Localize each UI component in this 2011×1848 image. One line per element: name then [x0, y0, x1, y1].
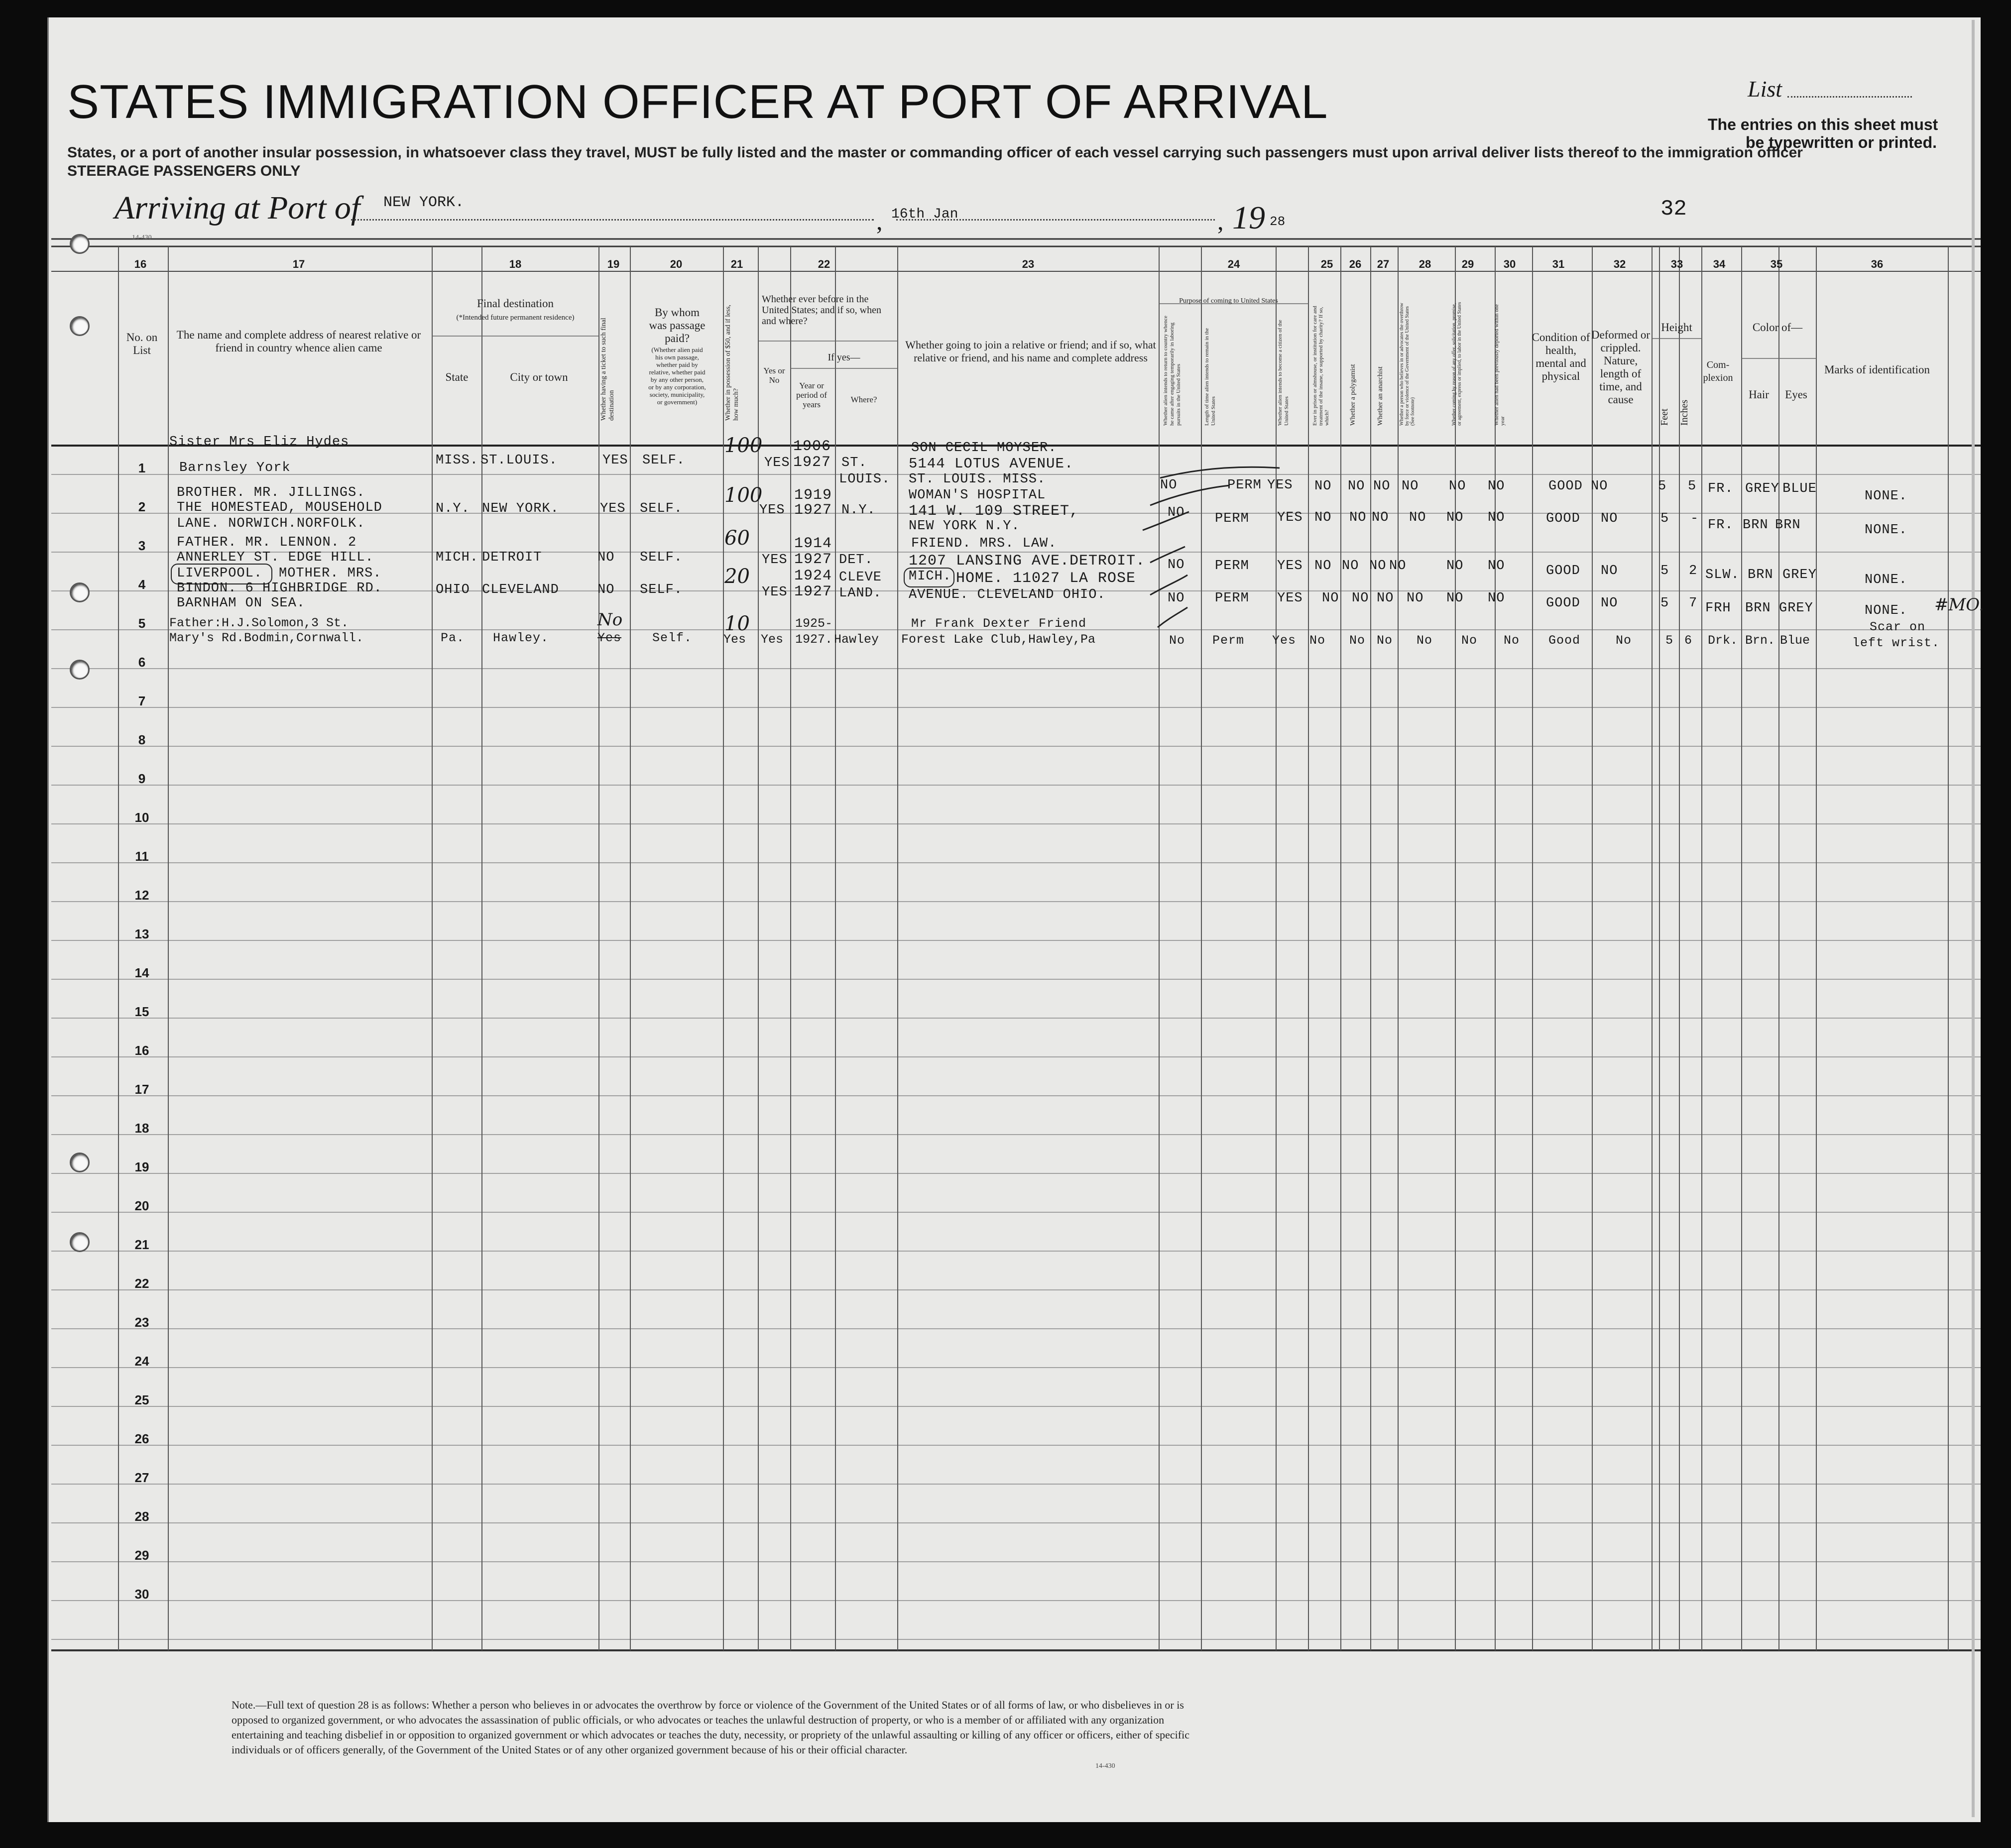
entry-2-anarchist: NO — [1372, 510, 1389, 525]
entry-4-inches: 7 — [1689, 596, 1698, 611]
entry-3-feet: 5 — [1660, 564, 1669, 578]
entry-3-where: DET. — [839, 553, 873, 568]
entry-2-relative-line-1: BROTHER. MR. JILLINGS. — [177, 485, 365, 500]
footnote-question-28: Note.—Full text of question 28 is as follows: Whether a person who believes in or advocates the overthrow by force or violence of the Government of the United States or of all forms of law, or who disbelieves in or is opposed to organized government, or who advocates the assassination of public officials, or who advocates or teaches the unlawful destruction of property, or who is a member of or affiliated with any organization entertaining and teaching disbelief in or opposition to organized government or which advocates or teaches the duty, necessity, or propriety of the unlawful assaulting or killing of any officer or officers, either of specific individuals or of officers generally, of the Government of the United States or of any other organized government because of his or their official character. — [232, 1699, 1190, 1756]
header-hair: Hair — [1749, 388, 1769, 401]
col-number: 33 — [1670, 258, 1683, 270]
header-ticket: Whether having a ticket to such final destination — [600, 318, 615, 421]
header-passage-paid: By whom was passage paid? — [649, 306, 706, 345]
entry-4-prison: NO — [1322, 591, 1339, 606]
entry-3-anarchist: NO — [1369, 559, 1387, 574]
port-value: NEW YORK. — [383, 194, 465, 211]
entry-5-join-2: Forest Lake Club,Hawley,Pa — [901, 632, 1096, 647]
entry-4-years-2: 1927 — [794, 583, 832, 600]
entry-2-state: N.Y. — [436, 501, 470, 516]
entry-4-complexion: FRH — [1705, 601, 1731, 616]
col-number: 16 — [134, 258, 147, 270]
col-number: 30 — [1503, 258, 1516, 270]
row-number: 26 — [134, 1431, 149, 1446]
entry-1-citizen: YES — [1267, 478, 1293, 493]
entry-1-join-1: SON CECIL MOYSER. — [911, 441, 1057, 456]
entry-5-marks-2: left wrist. — [1852, 636, 1940, 650]
entry-3-passage-paid: SELF. — [640, 550, 683, 565]
col-number: 22 — [818, 258, 830, 270]
entry-3-prison: NO — [1314, 559, 1332, 574]
col-number: 21 — [730, 258, 743, 270]
form-code-bottom: 14-430 — [1095, 1762, 1115, 1770]
entry-3-join-3: MICH. — [909, 569, 952, 584]
entry-1-overthrow: NO — [1402, 479, 1419, 494]
row-number: 17 — [134, 1082, 149, 1097]
entry-5-ticket: Yes — [597, 631, 622, 645]
entry-5-feet: 5 — [1665, 633, 1674, 648]
entry-1-polygamist: NO — [1348, 479, 1365, 494]
entry-1-prison: NO — [1314, 479, 1332, 494]
entry-2-feet: 5 — [1660, 511, 1669, 526]
entry-2-join-3: NEW YORK N.Y. — [909, 519, 1020, 534]
date-value: 16th Jan — [891, 207, 958, 222]
entry-4-ever: YES — [762, 585, 788, 600]
row-number: 15 — [134, 1004, 149, 1019]
entry-1-city: ST.LOUIS. — [480, 453, 558, 468]
header-nearest-relative: The name and complete address of nearest relative or friend in country whence alien came — [176, 329, 421, 354]
entry-2-complexion: FR. — [1708, 518, 1734, 533]
entry-2-marks: NONE. — [1865, 523, 1908, 538]
entry-4-state: OHIO — [436, 582, 470, 597]
entry-1-eyes: BLUE — [1782, 481, 1817, 496]
row-number: 19 — [134, 1159, 149, 1174]
page-title: STATES IMMIGRATION OFFICER AT PORT OF ARRIVAL — [67, 75, 1328, 128]
col-number: 36 — [1871, 258, 1884, 270]
year-prefix: 19 — [1232, 200, 1265, 236]
header-overthrow: Whether a person who believes in or advocates the overthrow by force or violence of the Government of the United States (See footnote) — [1399, 303, 1416, 426]
row-number: 16 — [134, 1043, 149, 1058]
handwritten-purpose-marks — [1130, 458, 1300, 637]
entry-3-years-1: 1914 — [794, 535, 832, 552]
row-number: 3 — [138, 538, 146, 553]
entry-3-deported: NO — [1488, 559, 1505, 574]
header-offer: Whether coming by reason of any offer, solicitation, promise, or agreement, express or implied, to labor in the United States — [1451, 302, 1462, 426]
header-purpose: Purpose of coming to United States — [1179, 297, 1278, 305]
col-number: 17 — [292, 258, 305, 270]
entry-3-relative-line-2: ANNERLEY ST. EDGE HILL. — [177, 550, 374, 565]
entry-1-years-1: 1906 — [793, 438, 831, 455]
entry-1-join-2: 5144 LOTUS AVENUE. — [909, 456, 1074, 472]
entry-3-inches: 2 — [1689, 564, 1698, 578]
entry-3-length: PERM — [1215, 559, 1249, 574]
entry-3-complexion: SLW. — [1705, 568, 1740, 582]
entry-4-hair: BRN — [1745, 601, 1771, 616]
entry-1-deported: NO — [1488, 479, 1505, 494]
col-number: 18 — [509, 258, 522, 270]
entry-2-join-1: WOMAN'S HOSPITAL — [909, 488, 1046, 503]
entry-3-hair: BRN — [1748, 568, 1774, 582]
col-number: 32 — [1613, 258, 1626, 270]
entry-1-complexion: FR. — [1708, 481, 1734, 496]
entry-3-ticket: NO — [597, 550, 615, 565]
comma-separator-2: , — [1217, 207, 1224, 235]
entry-5-passage-paid: Self. — [652, 631, 693, 645]
header-polygamist: Whether a polygamist — [1349, 364, 1357, 426]
entry-2-overthrow: NO — [1409, 510, 1426, 525]
entry-3-health: GOOD — [1546, 564, 1580, 578]
entry-2-inches: - — [1690, 511, 1699, 526]
entry-3-overthrow: NO — [1389, 559, 1407, 574]
subtitle-line-2: STEERAGE PASSENGERS ONLY — [67, 163, 301, 179]
entry-2-years-2: 1927 — [794, 502, 832, 519]
entry-5-deported: No — [1504, 633, 1520, 648]
row-number: 29 — [134, 1548, 149, 1563]
row-number: 20 — [134, 1198, 149, 1213]
entry-5-health: Good — [1548, 633, 1581, 648]
entry-2-city: NEW YORK. — [482, 501, 559, 516]
col-number: 35 — [1770, 258, 1783, 270]
entry-4-health: GOOD — [1546, 596, 1580, 611]
entry-2-citizen: YES — [1277, 510, 1303, 525]
row-number: 12 — [134, 888, 149, 903]
entry-3-deformed: NO — [1601, 564, 1618, 578]
page-number: 32 — [1660, 197, 1687, 222]
row-number: 4 — [138, 577, 146, 592]
entry-2-health: GOOD — [1546, 511, 1580, 526]
ruled-grid — [49, 17, 1981, 1822]
row-number: 21 — [134, 1237, 149, 1252]
col-number: 29 — [1461, 258, 1474, 270]
entry-5-complexion: Drk. — [1708, 633, 1738, 648]
header-final-destination-note: (*Intended future permanent residence) — [456, 314, 575, 322]
entry-4-citizen: YES — [1277, 591, 1303, 606]
entry-4-length: PERM — [1215, 591, 1249, 606]
row-number: 25 — [134, 1392, 149, 1407]
header-joining: Whether going to join a relative or friend; and if so, what relative or friend, and his name and complete address — [905, 339, 1156, 364]
header-feet: Feet — [1659, 408, 1670, 426]
header-complexion: Com- plexion — [1703, 359, 1733, 383]
entry-1-where-2: LOUIS. — [839, 472, 891, 487]
entries-note-line-1: The entries on this sheet must — [1708, 116, 1938, 133]
row-number: 28 — [134, 1509, 149, 1524]
col-number: 20 — [670, 258, 683, 270]
row-number: 23 — [134, 1315, 149, 1330]
entries-note-line-2: be typewritten or printed. — [1745, 133, 1937, 151]
row-number: 1 — [138, 461, 146, 475]
entry-2-passage-paid: SELF. — [640, 501, 683, 516]
header-deformed: Deformed or crippled. Nature, length of time, and cause — [1591, 329, 1651, 406]
entry-1-anarchist: NO — [1373, 479, 1391, 494]
comma-separator: , — [876, 207, 883, 235]
binder-hole — [70, 660, 90, 680]
col-number: 23 — [1022, 258, 1035, 270]
header-anarchist: Whether an anarchist — [1377, 366, 1384, 426]
entry-1-join-3: ST. LOUIS. MISS. — [909, 472, 1046, 487]
subtitle-line-1: States, or a port of another insular possession, in whatsoever class they travel, MUST be fully listed and the master or commanding officer of each vessel carrying such passengers must upon arrival deliver lists thereof to the immigration officer — [67, 144, 1803, 161]
binder-hole — [70, 1232, 90, 1252]
entries-note — [1708, 116, 1937, 151]
header-color-of: Color of— — [1752, 321, 1803, 334]
entry-4-city: CLEVELAND — [482, 582, 559, 597]
entry-1-money: 100 — [724, 434, 763, 457]
entry-5-join-1: Mr Frank Dexter Friend — [911, 616, 1087, 631]
col-number: 19 — [607, 258, 620, 270]
entry-1-feet: 5 — [1658, 479, 1667, 494]
entry-5-years-1: 1925- — [795, 616, 833, 631]
entry-3-polygamist: NO — [1342, 559, 1359, 574]
entry-5-return: No — [1169, 633, 1185, 648]
entry-4-polygamist: NO — [1352, 591, 1369, 606]
entry-5-marks-1: Scar on — [1870, 620, 1926, 634]
entry-5-anarchist: No — [1377, 633, 1393, 648]
header-possession-50: Whether in possession of $50, and if less, how much? — [724, 305, 740, 421]
header-ever-before: Whether ever before in the United States; and if so, when and where? — [762, 294, 881, 327]
entry-2-polygamist: NO — [1349, 510, 1367, 525]
entry-1-state: MISS. — [436, 453, 479, 468]
header-purpose-length: Length of time alien intends to remain in the United States — [1204, 328, 1216, 426]
row-number: 24 — [134, 1354, 149, 1369]
entry-1-relative-line-2: Barnsley York — [179, 461, 291, 475]
entry-2-deformed: NO — [1601, 511, 1618, 526]
entry-3-city: DETROIT — [482, 550, 542, 565]
entry-3-state: MICH. — [436, 550, 479, 565]
entry-1-length: PERM — [1227, 478, 1262, 493]
entry-3-marks: NONE. — [1865, 573, 1908, 587]
entry-5-relative-line-2: Mary's Rd.Bodmin,Cornwall. — [169, 631, 364, 645]
row-number: 11 — [135, 849, 149, 864]
entry-5-inches: 6 — [1684, 633, 1693, 648]
entry-5-ticket-correction: No — [597, 610, 623, 630]
header-eyes: Eyes — [1785, 388, 1807, 401]
header-year-period: Year or period of years — [796, 381, 827, 409]
row-number: 9 — [138, 771, 146, 786]
header-purpose-citizen: Whether alien intends to become a citizen of the United States — [1277, 320, 1290, 426]
binder-hole — [70, 234, 90, 254]
header-state: State — [445, 371, 469, 383]
entry-4-join-2: AVENUE. CLEVELAND OHIO. — [909, 587, 1106, 602]
entry-3-return: NO — [1168, 558, 1185, 573]
entry-1-ever: YES — [764, 456, 790, 470]
entry-2-length: PERM — [1215, 511, 1249, 526]
entry-4-passage-paid: SELF. — [640, 582, 683, 597]
entry-5-relative-line-1: Father:H.J.Solomon,3 St. — [169, 616, 349, 630]
entry-4-money: 20 — [724, 565, 750, 588]
row-number: 7 — [138, 693, 146, 708]
entry-3-money: 60 — [724, 527, 750, 550]
entry-4-years-1: 1924 — [794, 568, 832, 584]
entry-5-offer: No — [1461, 633, 1478, 648]
entry-3-relative-line-1: FATHER. MR. LENNON. 2 — [177, 535, 357, 550]
entry-4-return: NO — [1168, 591, 1185, 606]
entry-5-years-2: 1927. — [795, 632, 833, 647]
entry-2-deported: NO — [1488, 510, 1505, 525]
binder-hole — [70, 316, 90, 336]
col-number: 26 — [1349, 258, 1362, 270]
binder-hole — [70, 1153, 90, 1172]
entry-4-deformed: NO — [1601, 596, 1618, 611]
row-number: 6 — [138, 655, 146, 670]
row-number: 8 — [138, 732, 146, 747]
entry-3-circle-mark-2 — [904, 568, 954, 587]
entry-3-offer: NO — [1446, 559, 1464, 574]
entry-2-relative-line-3: LANE. NORWICH.NORFOLK. — [177, 516, 365, 531]
entry-3-join-1: FRIEND. MRS. LAW. — [911, 536, 1057, 551]
entry-4-where-2: LAND. — [839, 586, 882, 601]
entry-1-marks: NONE. — [1865, 489, 1908, 504]
entry-2-money: 100 — [724, 484, 763, 507]
port-line — [351, 219, 874, 221]
row-number: 18 — [134, 1121, 149, 1136]
entry-2-hair: BRN — [1743, 518, 1769, 533]
header-height: Height — [1661, 321, 1692, 334]
entry-4-where-1: CLEVE — [839, 570, 882, 585]
entry-2-prison: NO — [1314, 510, 1332, 525]
entry-3-years-2: 1927 — [794, 551, 832, 568]
col-number: 34 — [1713, 258, 1726, 270]
entry-2-offer: NO — [1446, 510, 1464, 525]
entry-2-ticket: YES — [600, 501, 626, 516]
col-number: 28 — [1419, 258, 1431, 270]
entry-2-ever: YES — [759, 503, 785, 518]
row-number: 22 — [134, 1276, 149, 1291]
col-number: 24 — [1227, 258, 1240, 270]
col-number: 31 — [1552, 258, 1565, 270]
entry-1-hair: GREY — [1745, 481, 1779, 496]
binder-hole — [70, 582, 90, 602]
entry-5-prison: No — [1309, 633, 1326, 648]
header-yes-or-no: Yes or No — [763, 366, 785, 385]
row-number: 2 — [138, 499, 146, 514]
entry-1-ticket: YES — [602, 453, 628, 468]
entry-4-marks: NONE. — [1865, 603, 1908, 618]
entry-5-length: Perm — [1212, 633, 1245, 648]
header-purpose-return: Whether alien intends to return to country whence he came after engaging temporarily in laboring pursuits in the United States — [1163, 316, 1182, 426]
header-where: Where? — [850, 395, 877, 404]
entry-3-citizen: YES — [1277, 559, 1303, 574]
entry-5-citizen: Yes — [1272, 633, 1297, 648]
entry-5-hair: Brn. — [1745, 633, 1775, 648]
row-number: 30 — [134, 1587, 149, 1602]
entry-5-money-yes: Yes — [723, 632, 746, 647]
entry-4-join-1: HOME. 11027 LA ROSE — [956, 570, 1136, 587]
entry-1-deformed: NO — [1591, 479, 1608, 494]
entry-4-relative-line-1: MOTHER. MRS. — [279, 566, 382, 581]
arriving-label: Arriving at Port of — [115, 190, 360, 226]
entry-3-join-2: 1207 LANSING AVE.DETROIT. — [909, 553, 1146, 570]
col-number: 27 — [1377, 258, 1390, 270]
entry-1-health: GOOD — [1548, 479, 1583, 494]
header-final-destination: Final destination — [477, 297, 554, 310]
entry-1-offer: NO — [1449, 479, 1466, 494]
header-passage-paid-note: (Whether alien paid his own passage, whether paid by relative, whether paid by any other person, or by any corporation, society, municipality, or government) — [648, 346, 706, 406]
entry-5-ever: Yes — [761, 632, 784, 647]
entry-5-state: Pa. — [441, 631, 465, 645]
entry-5-city: Hawley. — [493, 631, 549, 645]
row-number: 5 — [138, 616, 146, 631]
entry-4-offer: NO — [1446, 591, 1464, 606]
entry-2-years-1: 1919 — [794, 487, 832, 504]
entry-3-ever: YES — [762, 553, 788, 568]
entry-3-relative-line-3: LIVERPOOL. — [177, 566, 263, 581]
entry-4-feet: 5 — [1660, 596, 1669, 611]
entry-5-polygamist: No — [1349, 633, 1366, 648]
margin-annotation: #MO. — [1934, 595, 1984, 615]
entry-2-relative-line-2: THE HOMESTEAD, MOUSEHOLD — [177, 500, 382, 515]
header-deported: Whether alien had been previously deported within one year — [1494, 304, 1506, 426]
entry-1-return: NO — [1160, 478, 1178, 493]
entry-3-eyes: GREY — [1782, 568, 1817, 582]
entry-2-where: N.Y. — [841, 503, 876, 518]
entry-4-relative-line-3: BARNHAM ON SEA. — [177, 596, 306, 611]
header-inches: Inches — [1679, 399, 1690, 426]
header-marks: Marks of identification — [1824, 363, 1930, 376]
entry-1-relative-line-1: Sister Mrs Eliz Hydes — [169, 435, 350, 450]
entry-5-eyes: Blue — [1780, 633, 1810, 648]
entry-5-money: 10 — [724, 612, 750, 635]
list-label: List — [1748, 76, 1782, 102]
entry-5-deformed: No — [1616, 633, 1632, 648]
list-number-line — [1787, 96, 1912, 98]
entry-1-passage-paid: SELF. — [642, 453, 686, 468]
entry-2-return: NO — [1168, 505, 1185, 520]
header-no-on-list: No. on List — [126, 331, 158, 356]
row-number: 14 — [134, 965, 149, 980]
manifest-sheet — [47, 17, 1981, 1822]
entry-4-overthrow: NO — [1407, 591, 1424, 606]
entry-5-overthrow: No — [1417, 633, 1433, 648]
row-number: 10 — [134, 810, 149, 825]
entry-5-where: Hawley — [834, 632, 879, 647]
header-if-yes: If yes— — [828, 352, 860, 363]
entry-1-inches: 5 — [1688, 479, 1697, 494]
entry-4-relative-line-2: BINDON. 6 HIGHBRIDGE RD. — [177, 581, 382, 596]
entry-4-ticket: NO — [597, 582, 615, 597]
entry-2-join-2: 141 W. 109 STREET, — [909, 503, 1079, 520]
row-number: 27 — [134, 1470, 149, 1485]
col-number: 25 — [1320, 258, 1333, 270]
entry-1-years-2: 1927 — [793, 454, 831, 471]
entry-2-eyes: BRN — [1775, 518, 1801, 533]
header-prison: Ever in prison or almshouse, or institution for care and treatment of the insane, or supported by charity? If so, which? — [1312, 306, 1330, 426]
row-number: 13 — [134, 926, 149, 941]
form-code-top: 14-430 — [132, 234, 152, 241]
entry-4-anarchist: NO — [1377, 591, 1394, 606]
entry-4-deported: NO — [1488, 591, 1505, 606]
entry-4-eyes: GREY — [1779, 601, 1813, 616]
header-health: Condition of health, mental and physical — [1532, 331, 1590, 382]
year-suffix: 28 — [1270, 214, 1286, 229]
entry-1-where-1: ST. — [841, 456, 867, 470]
header-city: City or town — [510, 371, 568, 383]
